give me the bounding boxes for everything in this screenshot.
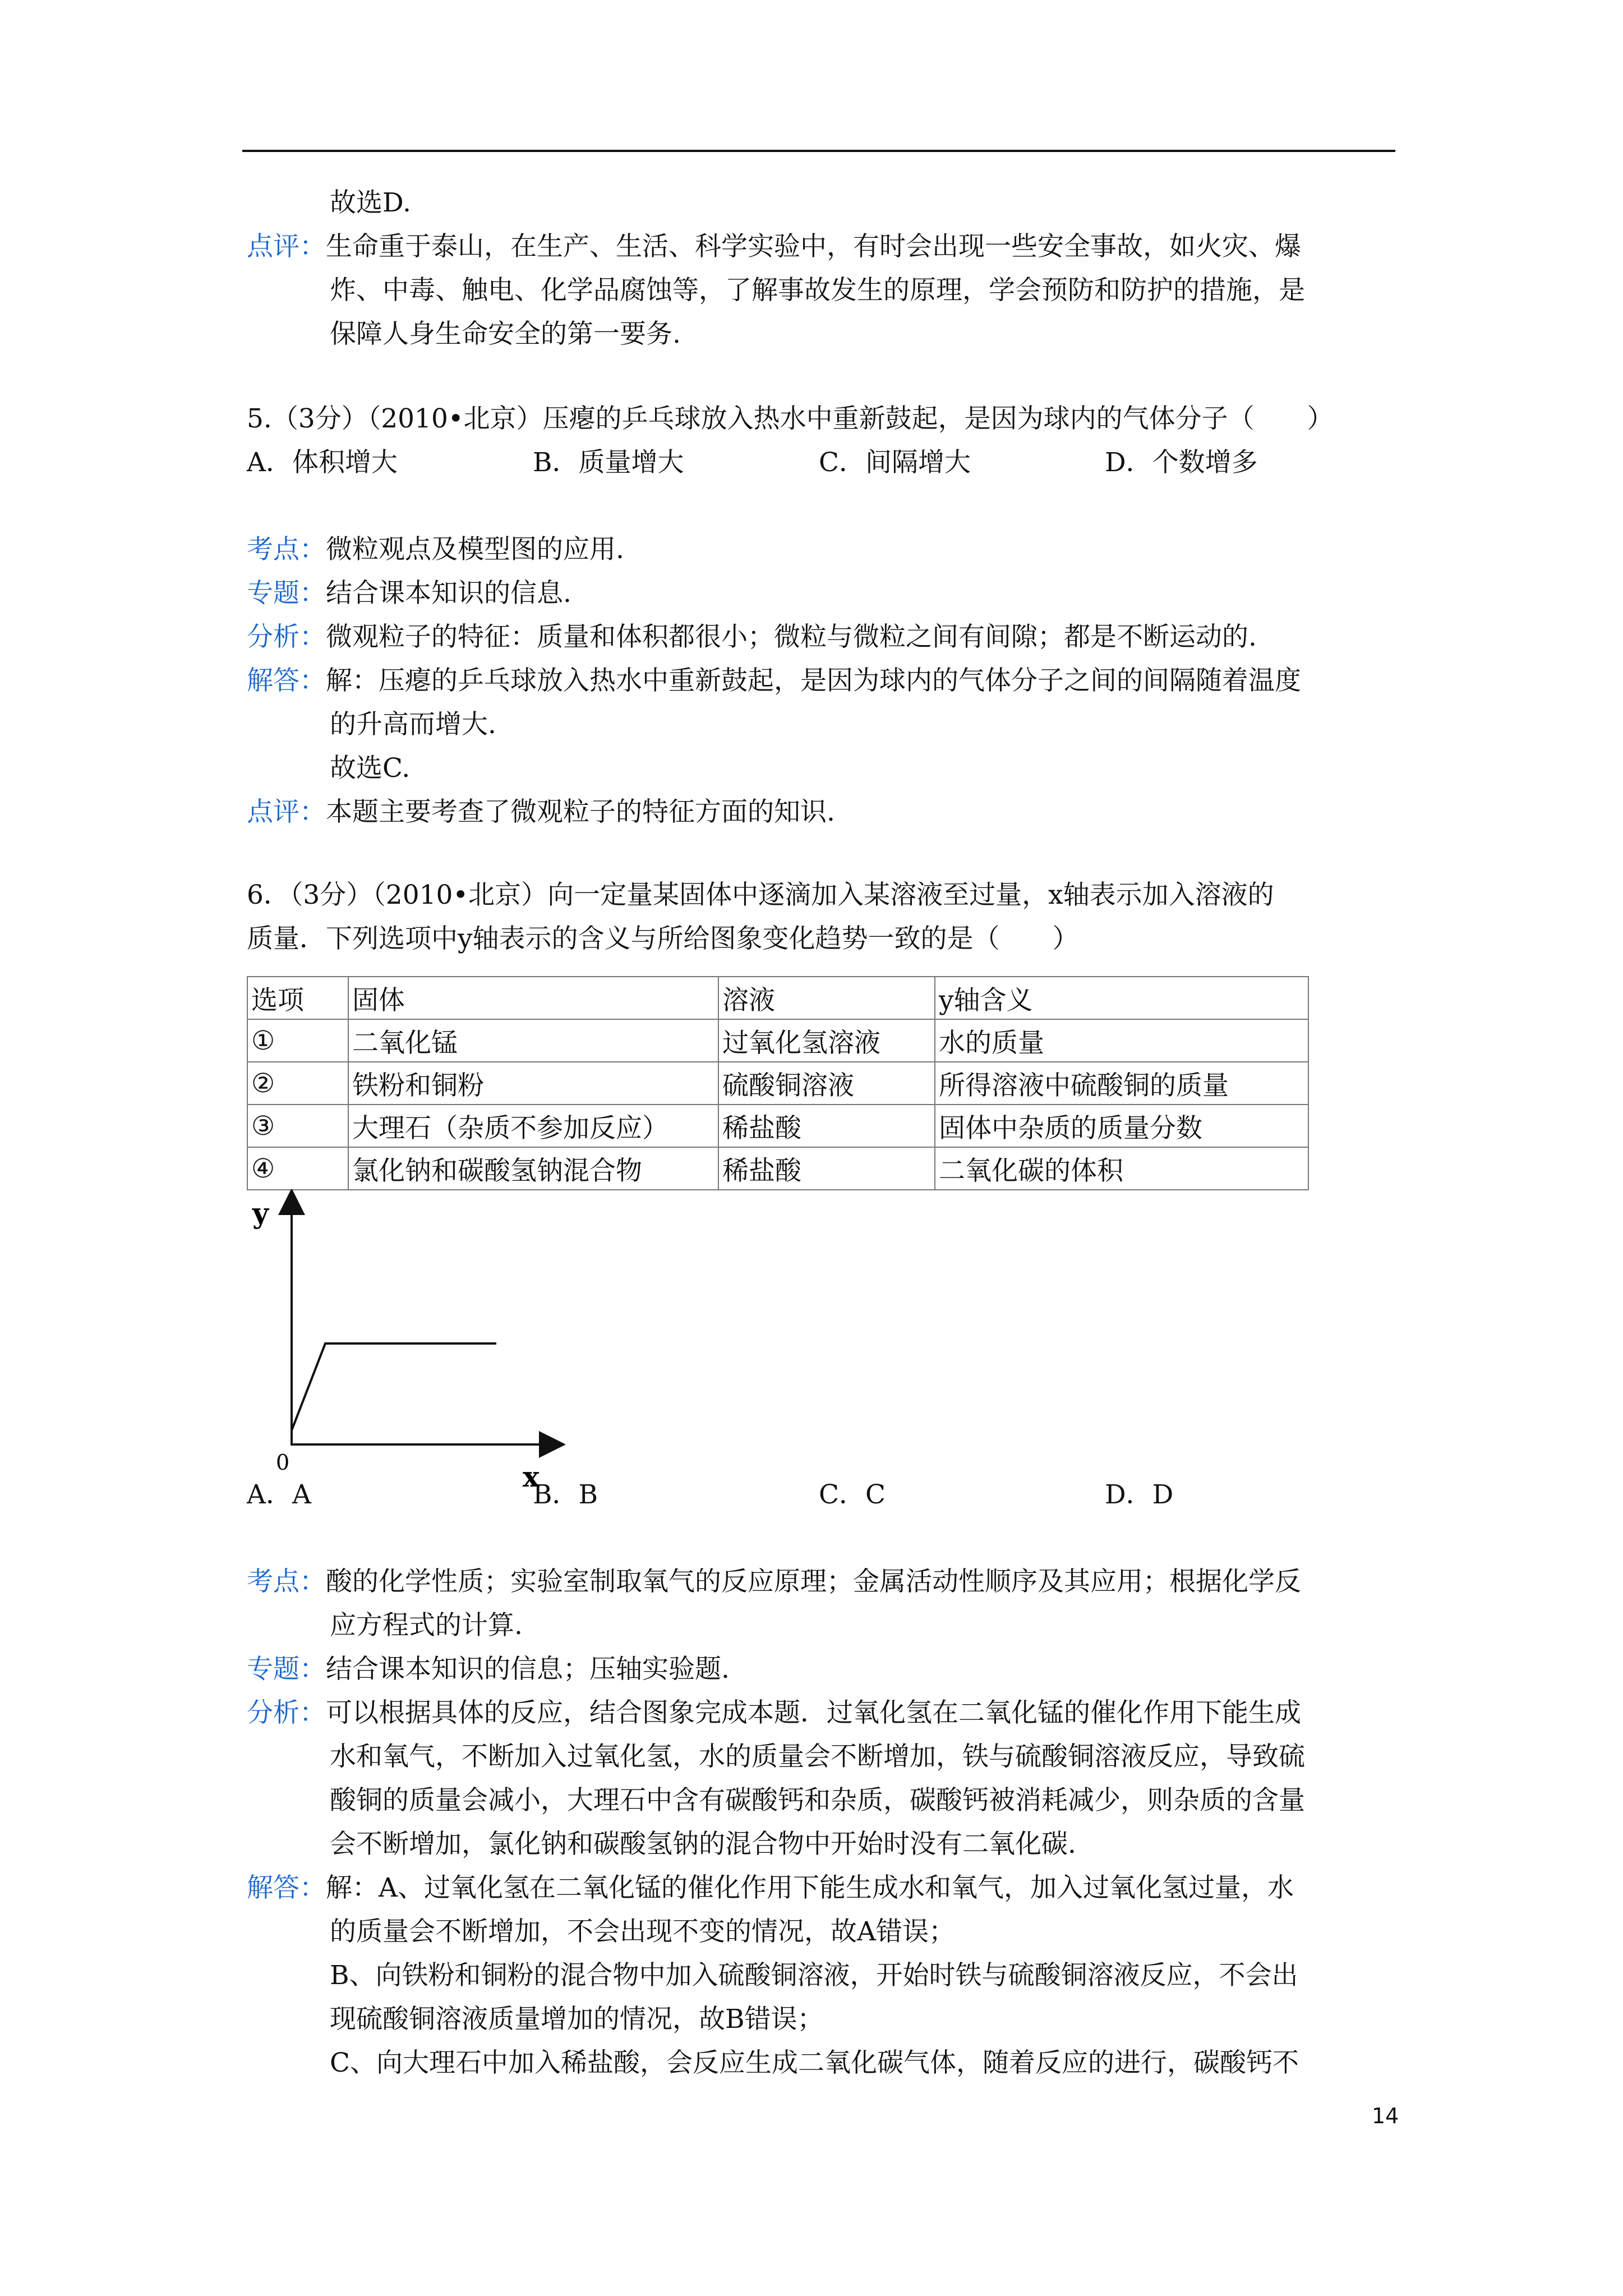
text-line (330, 1740, 1305, 1774)
text-line (247, 577, 571, 610)
table-cell: 铁粉和铜粉 (348, 1062, 718, 1105)
line-text: 故选C. (330, 753, 411, 784)
line-text: D．D (1105, 1479, 1174, 1510)
line-text: 微粒观点及模型图的应用. (326, 534, 624, 565)
text-line (330, 1784, 1305, 1818)
text-line (247, 922, 1079, 956)
section-label: 考点： (247, 534, 326, 565)
line-text: 的升高而增大. (330, 709, 496, 740)
line-text: 水和氧气，不断加入过氧化氢，水的质量会不断增加，铁与硫酸铜溶液反应，导致硫 (330, 1741, 1305, 1772)
text-line (247, 620, 1257, 654)
table-cell: ③ (247, 1105, 348, 1147)
line-text: D．个数增多 (1105, 447, 1258, 478)
section-label: 考点： (247, 1566, 326, 1597)
text-line (247, 878, 1274, 912)
section-label: 解答： (247, 665, 326, 696)
table-header-row (247, 977, 1308, 1019)
table-header-cell: y轴含义 (935, 977, 1308, 1019)
text-line (330, 2003, 824, 2036)
line-text: 会不断增加，氯化钠和碳酸氢钠的混合物中开始时没有二氧化碳. (330, 1829, 1076, 1860)
line-text: 应方程式的计算. (330, 1610, 523, 1641)
section-label: 解答： (247, 1872, 326, 1903)
table-cell: 二氧化锰 (348, 1019, 718, 1062)
line-text: 本题主要考查了微观粒子的特征方面的知识. (326, 797, 835, 827)
y-axis-label: y (252, 1197, 269, 1230)
text-line (1105, 1478, 1173, 1512)
text-line (247, 533, 624, 567)
header-rule (242, 150, 1395, 152)
page-number: 14 (1372, 2104, 1399, 2128)
line-text: C、向大理石中加入稀盐酸，会反应生成二氧化碳气体，随着反应的进行，碳酸钙不 (330, 2047, 1299, 2078)
line-text: B．质量增大 (533, 447, 684, 478)
section-label: 点评： (247, 797, 326, 827)
line-text: B、向铁粉和铜粉的混合物中加入硫酸铜溶液，开始时铁与硫酸铜溶液反应，不会出 (330, 1960, 1298, 1991)
text-line (330, 274, 1305, 307)
text-line (330, 2046, 1299, 2080)
table-row (247, 1105, 1308, 1147)
text-line (247, 795, 835, 829)
line-text: 5.（3分）（2010•北京）压瘪的乒乓球放入热水中重新鼓起，是因为球内的气体分子（ ） (247, 403, 1334, 434)
options-table (247, 976, 1309, 1190)
text-line (1105, 446, 1258, 480)
line-text: A．体积增大 (247, 447, 398, 478)
section-label: 专题： (247, 578, 326, 609)
line-text: B．B (533, 1479, 598, 1510)
table-header-cell: 选项 (247, 977, 348, 1019)
line-text: 炸、中毒、触电、化学品腐蚀等，了解事故发生的原理，学会预防和防护的措施，是 (330, 275, 1305, 306)
table-cell: 稀盐酸 (718, 1147, 935, 1190)
text-line (330, 1959, 1298, 1993)
line-text: 6．（3分）（2010•北京）向一定量某固体中逐滴加入某溶液至过量，x轴表示加入溶液的 (247, 880, 1274, 910)
table-cell: 水的质量 (935, 1019, 1308, 1062)
origin-label: 0 (276, 1450, 290, 1475)
text-line (247, 402, 1334, 436)
text-line (330, 1609, 523, 1642)
table-cell: 稀盐酸 (718, 1105, 935, 1147)
section-label: 点评： (247, 231, 326, 262)
line-text: 保障人身生命安全的第一要务. (330, 319, 681, 349)
line-text: C．间隔增大 (819, 447, 971, 478)
text-line (247, 230, 1301, 264)
line-text: 故选D. (330, 187, 411, 218)
text-line (330, 708, 496, 742)
line-text: 解：A、过氧化氢在二氧化锰的催化作用下能生成水和氧气，加入过氧化氢过量，水 (326, 1872, 1294, 1903)
table-row (247, 1062, 1308, 1105)
text-line (330, 752, 410, 785)
x-axis-label: x (523, 1460, 540, 1492)
line-text: C．C (819, 1479, 886, 1510)
text-line (247, 1565, 1301, 1599)
section-label: 分析： (247, 622, 326, 652)
text-line (819, 446, 971, 480)
line-text: 微观粒子的特征：质量和体积都很小；微粒与微粒之间有间隙；都是不断运动的. (326, 622, 1257, 652)
text-line (247, 1696, 1301, 1730)
line-text: 酸的化学性质；实验室制取氧气的反应原理；金属活动性顺序及其应用；根据化学反 (326, 1566, 1301, 1597)
text-line (247, 1871, 1294, 1905)
section-label: 分析： (247, 1697, 326, 1728)
trend-graph (241, 1189, 566, 1492)
line-text: 结合课本知识的信息. (326, 578, 571, 609)
line-text: A．A (247, 1479, 311, 1510)
line-text: 质量．下列选项中y轴表示的含义与所给图象变化趋势一致的是（ ） (247, 923, 1079, 954)
line-text: 可以根据具体的反应，结合图象完成本题．过氧化氢在二氧化锰的催化作用下能生成 (326, 1697, 1301, 1728)
table-header-cell: 固体 (348, 977, 718, 1019)
text-line (247, 664, 1301, 698)
line-text: 现硫酸铜溶液质量增加的情况，故B错误； (330, 2004, 824, 2035)
text-line (819, 1478, 886, 1512)
text-line (533, 446, 684, 480)
table-cell: ① (247, 1019, 348, 1062)
text-line (330, 186, 411, 220)
text-line (247, 1653, 730, 1686)
line-text: 生命重于泰山，在生产、生活、科学实验中，有时会出现一些安全事故，如火灾、爆 (326, 231, 1301, 262)
text-line (330, 1915, 955, 1949)
table-cell: 大理石（杂质不参加反应） (348, 1105, 718, 1147)
table-cell: 固体中杂质的质量分数 (935, 1105, 1308, 1147)
section-label: 专题： (247, 1654, 326, 1685)
table-cell: 过氧化氢溶液 (718, 1019, 935, 1062)
table-row (247, 1019, 1308, 1062)
table-cell: 硫酸铜溶液 (718, 1062, 935, 1105)
text-line (247, 446, 398, 480)
text-line (330, 318, 681, 351)
line-text: 结合课本知识的信息；压轴实验题. (326, 1654, 730, 1685)
table-cell: 氯化钠和碳酸氢钠混合物 (348, 1147, 718, 1190)
line-text: 的质量会不断增加，不会出现不变的情况，故A错误； (330, 1916, 955, 1947)
table-header-cell: 溶液 (718, 977, 935, 1019)
line-text: 酸铜的质量会减小，大理石中含有碳酸钙和杂质，碳酸钙被消耗减少，则杂质的含量 (330, 1785, 1305, 1816)
table-cell: 所得溶液中硫酸铜的质量 (935, 1062, 1308, 1105)
table-cell: ② (247, 1062, 348, 1105)
table-cell: 二氧化碳的体积 (935, 1147, 1308, 1190)
text-line (330, 1828, 1076, 1861)
table-row (247, 1147, 1308, 1190)
line-text: 解：压瘪的乒乓球放入热水中重新鼓起，是因为球内的气体分子之间的间隔随着温度 (326, 665, 1301, 696)
trend-line (292, 1343, 496, 1430)
table-cell: ④ (247, 1147, 348, 1190)
